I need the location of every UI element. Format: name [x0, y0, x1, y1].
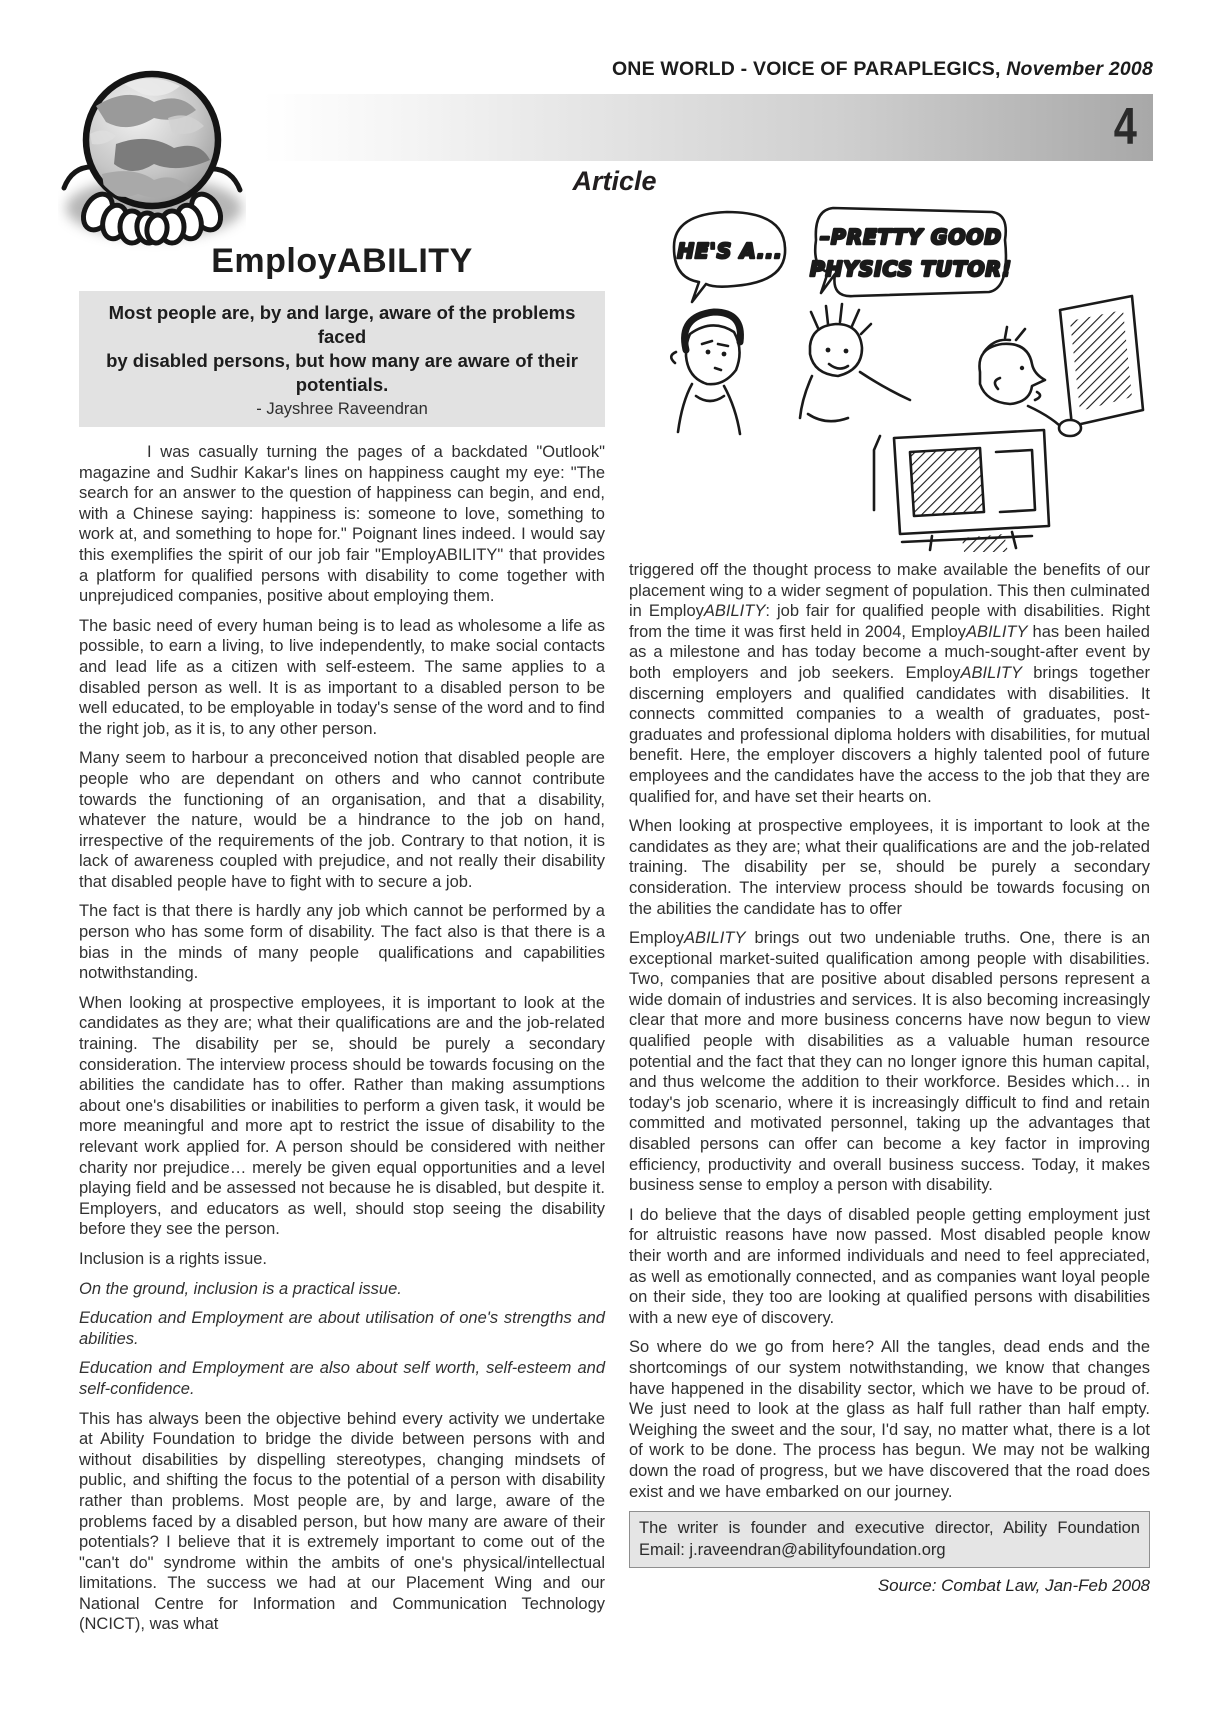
article-paragraph: On the ground, inclusion is a practical issue.: [79, 1279, 402, 1298]
left-column: [79, 242, 605, 1644]
article-paragraph: This has always been the objective behind every activity we undertake at Ability Foundation to bridge the divide between persons with and without disabilities by dispelling stereotypes, changing mindsets of public, and shifting the focus to the potential of a person with disability rather than problems. Most people are, by and large, aware of the problems faced by a disabled person, but how many are aware of their potentials? I believe that it is extremely important to come out of the "can't do" syndrome within the ambits of one's physical/intellectual limitations. The success we had at our Placement Wing and our National Centre for Information and Communication Technology (NCICT), was what: [79, 1409, 605, 1634]
article-paragraph: Many seem to harbour a preconceived notion that disabled people are people who are dependant on others and who cannot contribute towards the functioning of an organisation, and that a disability, whatever the nature, would be a hindrance to the job on hand, irrespective of the requirements of the job. Contrary to that notion, it is lack of awareness coupled with prejudice, and not really their disability that disabled people have to fight with to secure a job.: [79, 749, 605, 891]
globe-in-hands-icon: [58, 48, 246, 256]
right-column: [629, 560, 1150, 1596]
cartoon-held-panel: [1059, 296, 1143, 436]
standfirst-box: [79, 291, 605, 427]
article-paragraph: I was casually turning the pages of a backdated "Outlook" magazine and Sudhir Kakar's lines on happiness caught my eye: "The search for an answer to the question of happiness can begin, and end, with a Chinese saying: happiness is: someone to love, something to work at, and something to hope for." Poignant lines indeed. I would say this exemplifies the spirit of our job fair "EmployABILITY" that provides a platform for qualified persons with disability to come together with unprejudiced companies, positive about employing them.: [79, 443, 605, 606]
left-column-paragraphs: [79, 442, 605, 1635]
article-paragraph: When looking at prospective employees, it is important to look at the candidates as they are; what their qualifications are and the job-related training. The disability per se, should be purely a secondary consideration. The interview process should be towards focusing on the abilities the candidate has to offer. Rather than making assumptions about one's disabilities or inabilities to perform a given task, it would be more meaningful and more apt to restrict the issue of disability to the relevant work applied for. A person should be considered with neither charity nor prejudice… merely be given equal opportunities and a level playing field and be assessed not because he is disabled, but despite it. Employers, and educators as well, should stop seeing the disability before they see the person.: [79, 993, 605, 1239]
publication-logo: [58, 48, 246, 261]
article-title: EmployABILITY: [211, 242, 473, 280]
writer-email-line: Email: j.raveendran@abilityfoundation.org: [639, 1541, 946, 1560]
standfirst-line-1: Most people are, by and large, aware of the problems faced: [108, 302, 576, 347]
writer-credit-box: [629, 1511, 1150, 1568]
article-paragraph: Education and Employment are also about self worth, self-esteem and self-confidence.: [79, 1359, 605, 1398]
right-column-paragraphs: [629, 560, 1150, 1502]
article-paragraph: I do believe that the days of disabled people getting employment just for altruistic reasons have now passed. Most disabled people know their worth and are informed individuals and need to feel appreciated, as well as emotionally connected, and as companies want loyal people on their side, they too are looking at qualified persons with disabilities with a new eye of discovery.: [629, 1205, 1150, 1327]
source-attribution: Source: Combat Law, Jan-Feb 2008: [877, 1576, 1150, 1596]
cartoon-profile-man: [979, 327, 1066, 432]
cartoon-man: [800, 304, 910, 421]
cartoon-monitor: [874, 430, 1049, 552]
cartoon-illustration: [612, 200, 1152, 557]
masthead-title: ONE WORLD - VOICE OF PARAPLEGICS,: [611, 58, 1001, 80]
article-paragraph: Inclusion is a rights issue.: [79, 1249, 268, 1268]
page-number-bar: [263, 94, 1153, 161]
article-paragraph: EmployABILITY brings out two undeniable truths. One, there is an exceptional market-suited qualification among people with disabilities. Two, companies that are positive about disabled persons represent a wide domain of industries and services. It is also becoming increasingly clear that more and more business concerns have now begun to view qualified people with disabilities as a valuable human resource potential and the fact that they can no longer ignore this human capital, and thus welcome the addition to their workforce. Besides which… in today's job scenario, where it is increasingly difficult to find and retain committed and motivated personnel, taking up the advantages that disabled persons can offer can become a key factor in improving efficiency, productivity and overall business success. Today, it makes business sense to employ a person with disability.: [629, 929, 1150, 1195]
article-paragraph: Education and Employment are about utilisation of one's strengths and abilities.: [79, 1309, 605, 1348]
cartoon-sketch: [612, 200, 1152, 552]
article-paragraph: So where do we go from here? All the tangles, dead ends and the shortcomings of our system notwithstanding, we know that changes have happened in the disability sector, which we have to be proud of. We just need to look at the glass as half full rather than half empty. Weighing the sweet and the sour, I'd say, no matter what, there is a lot of work to be done. The process has begun. We may not be walking down the road of progress, but we have discovered that the road does exist and we have embarked on our journey.: [629, 1338, 1150, 1501]
cartoon-woman: [671, 312, 740, 434]
masthead-date: November 2008: [1006, 58, 1153, 80]
article-paragraph: The basic need of every human being is to lead as wholesome a life as possible, to earn a living, to live independently, to make social contacts and lead life as a citizen with self-esteem. The same applies to a disabled person as well. It is as important to a disabled person to be well educated, to be employable in today's sense of the word and to find the right job, as it is, to any other person.: [79, 616, 605, 738]
article-paragraph: triggered off the thought process to make available the benefits of our placement wing to a wider segment of population. This then culminated in EmployABILITY: job fair for qualified people with disabilities. Right from the time it was first held in 2004, EmployABILITY has been hailed as a milestone and has today become a much-sought-after event by both employers and job seekers. EmployABILITY brings together discerning employers and qualified candidates with disabilities. It connects committed companies to a wealth of graduates, post-graduates and professional diploma holders with disabilities, for mutual benefit. Here, the employer discovers a highly talented pool of future employees and the candidates have the access to the job that they are qualified for, and have set their hearts on.: [629, 561, 1151, 806]
speech-bubble-2: [815, 208, 1006, 296]
masthead: [612, 58, 1153, 81]
article-paragraph: The fact is that there is hardly any job which cannot be performed by a person who has some form of disability. The fact also is that there is a bias in the minds of many people qualifications and capabilities notwithstanding.: [79, 902, 605, 983]
page-number: 4: [1113, 98, 1137, 156]
writer-credit-line: The writer is founder and executive director, Ability Foundation: [639, 1519, 1140, 1538]
bubble2-text-line1: –PRETTY GOOD: [820, 225, 1002, 249]
standfirst-line-2: by disabled persons, but how many are aware of their potentials.: [106, 350, 578, 395]
byline: - Jayshree Raveendran: [256, 400, 428, 418]
bubble1-text: HE'S A...: [677, 239, 783, 263]
article-paragraph: When looking at prospective employees, it is important to look at the candidates as they are; what their qualifications are and the job-related training. The disability per se, should be purely a secondary consideration. The interview process should be towards focusing on the abilities the candidate has to offer: [629, 817, 1150, 918]
section-heading: Article: [572, 166, 657, 196]
bubble2-text-line2: PHYSICS TUTOR!: [809, 257, 1013, 281]
